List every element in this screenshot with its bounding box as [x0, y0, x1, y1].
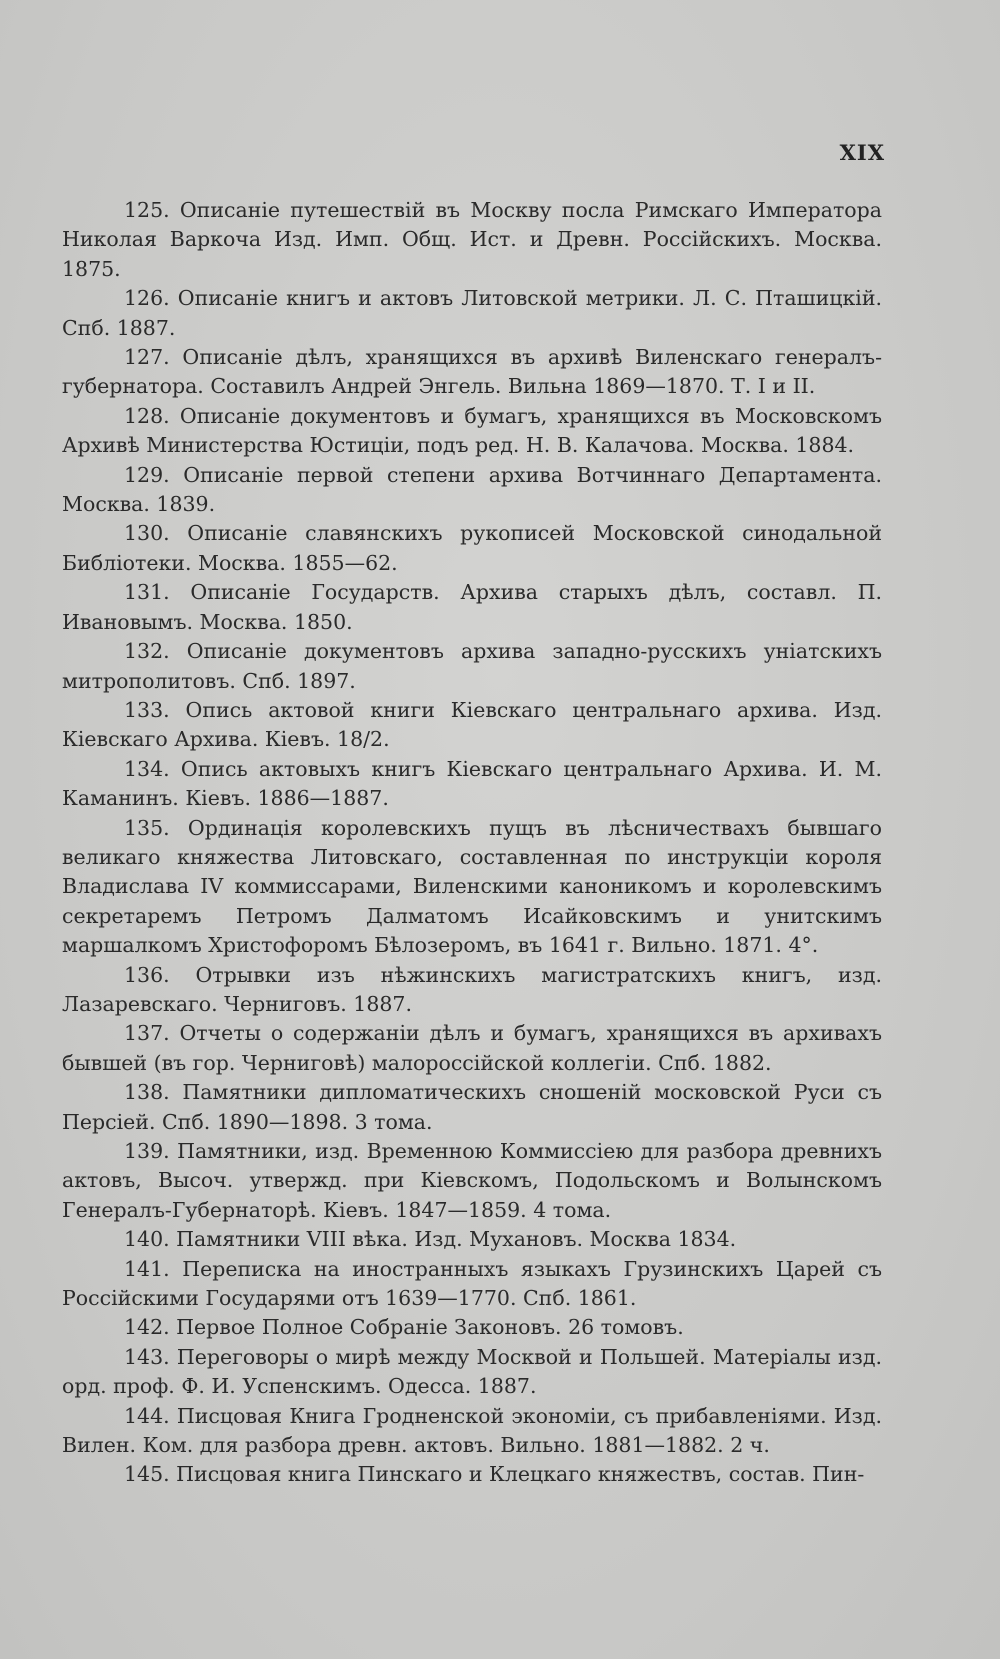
list-item: 134. Опись актовыхъ книгъ Кіевскаго центральнаго Архива. И. М. Каманинъ. Кіевъ. 1886—1887.: [62, 756, 882, 811]
list-item: 128. Описаніе документовъ и бумагъ, хранящихся въ Московскомъ Архивѣ Министерства Юстиціи, подъ ред. Н. В. Калачова. Москва. 1884.: [62, 403, 882, 458]
page-number: XIX: [839, 140, 885, 165]
list-item: 144. Писцовая Книга Гродненской экономіи, съ прибавленіями. Изд. Вилен. Ком. для разбора древн. актовъ. Вильно. 1881—1882. 2 ч.: [62, 1403, 882, 1458]
list-item: 131. Описаніе Государств. Архива старыхъ дѣлъ, составл. П. Ивановымъ. Москва. 1850.: [62, 580, 882, 634]
list-item: 132. Описаніе документовъ архива западно-русскихъ уніатскихъ митрополитовъ. Спб. 1897.: [62, 639, 882, 693]
list-item: 140. Памятники VIII вѣка. Изд. Мухановъ. Москва 1834.: [124, 1227, 737, 1252]
list-item: 137. Отчеты о содержаніи дѣлъ и бумагъ, хранящихся въ архивахъ бывшей (въ гор. Черниговѣ) малороссійской коллегіи. Спб. 1882.: [62, 1021, 882, 1075]
list-item: 129. Описаніе первой степени архива Вотчиннаго Департамента. Москва. 1839.: [62, 462, 882, 517]
list-item: 143. Переговоры о мирѣ между Москвой и Польшей. Матеріалы изд. орд. проф. Ф. И. Успенскимъ. Одесса. 1887.: [62, 1344, 882, 1399]
list-item: 126. Описаніе книгъ и актовъ Литовской метрики. Л. С. Пташицкій. Спб. 1887.: [62, 286, 882, 340]
list-item: 145. Писцовая книга Пинскаго и Клецкаго княжествъ, состав. Пин-: [124, 1462, 865, 1487]
list-item: 142. Первое Полное Собраніе Законовъ. 26 томовъ.: [124, 1315, 684, 1340]
list-item: 138. Памятники дипломатическихъ сношеній московской Руси съ Персіей. Спб. 1890—1898. 3 тома.: [62, 1080, 882, 1134]
list-item: 141. Переписка на иностранныхъ языкахъ Грузинскихъ Царей съ Россійскими Государями отъ 1639—1770. Спб. 1861.: [62, 1256, 882, 1311]
list-item: 136. Отрывки изъ нѣжинскихъ магистратскихъ книгъ, изд. Лазаревскаго. Черниговъ. 1887.: [62, 962, 882, 1016]
list-item: 133. Опись актовой книги Кіевскаго центральнаго архива. Изд. Кіевскаго Архива. Кіевъ. 18/2.: [62, 697, 882, 752]
list-item: 125. Описаніе путешествій въ Москву посла Римскаго Императора Николая Варкоча Изд. Имп. Общ. Ист. и Древн. Россійскихъ. Москва. 1875.: [62, 198, 882, 281]
list-item: 139. Памятники, изд. Временною Коммиссіею для разбора древнихъ актовъ, Высоч. утвержд. при Кіевскомъ, Подольскомъ и Волынскомъ Генералъ-Губернаторѣ. Кіевъ. 1847—1859. 4 тома.: [62, 1139, 882, 1222]
list-item: 135. Ординація королевскихъ пущъ въ лѣсничествахъ бывшаго великаго княжества Литовскаго, составленная по инструкціи короля Владислава IV коммиссарами, Виленскими каноникомъ и королевскимъ секретаремъ Петромъ Далматомъ Исайковскимъ и унитскимъ маршалкомъ Христофоромъ Бѣлозеромъ, въ 1641 г. Вильно. 1871. 4°.: [62, 815, 882, 958]
bibliography-list: [62, 196, 882, 1490]
list-item: 130. Описаніе славянскихъ рукописей Московской синодальной Библіотеки. Москва. 1855—62.: [62, 521, 882, 575]
list-item: 127. Описаніе дѣлъ, хранящихся въ архивѣ Виленскаго генералъ-губернатора. Составилъ Андрей Энгель. Вильна 1869—1870. Т. I и II.: [62, 345, 882, 399]
